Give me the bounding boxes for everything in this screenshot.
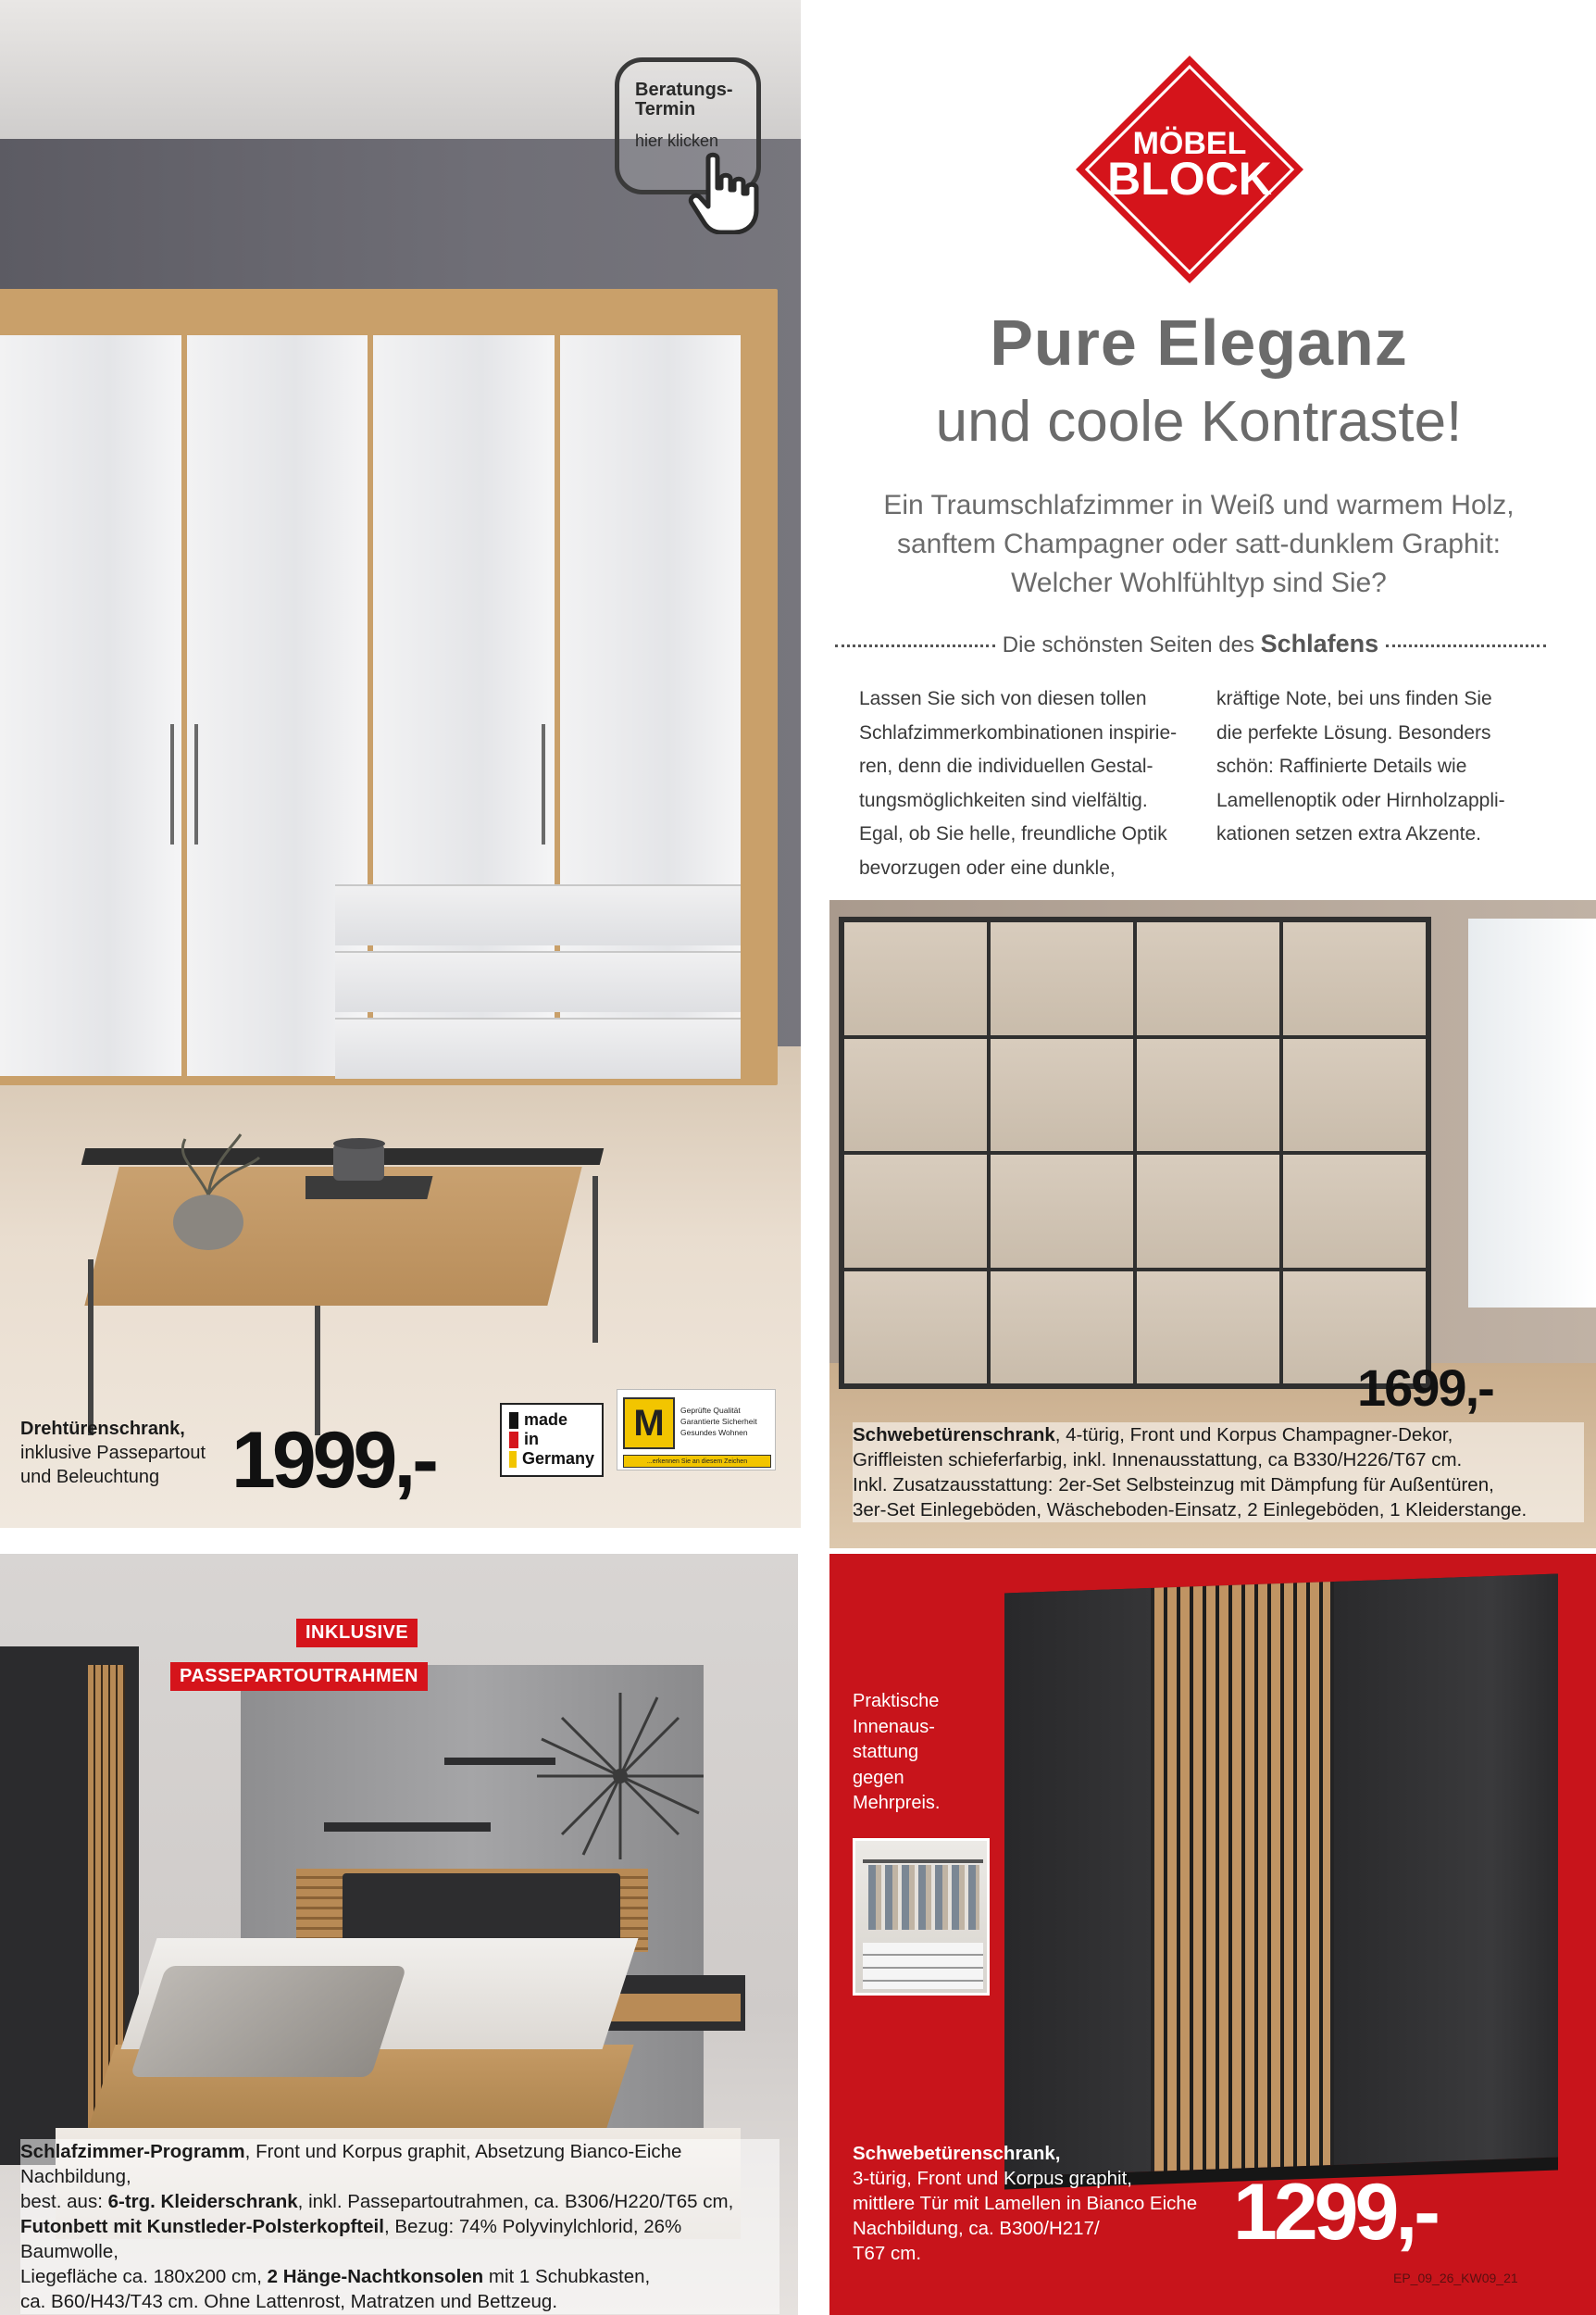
drawer <box>335 884 741 945</box>
cup-illustration <box>305 1130 444 1213</box>
body-text-column-1: Lassen Sie sich von diesen tollen Schlafzimmerkombinationen inspirie- ren, denn die individuellen Gestal- tungsmöglichkeiten sind vielfältig. Egal, ob Sie helle, freundliche Optik bevorzugen oder eine dunkle, <box>859 688 1178 879</box>
sliding-door <box>1334 1574 1558 2165</box>
made-in-germany-badge <box>500 1403 604 1477</box>
product4-name: Schwebetürenschrank, <box>853 2143 1061 2164</box>
made-in-line2: in <box>524 1430 539 1448</box>
headline: Pure Eleganz <box>990 307 1408 379</box>
table-leg <box>592 1176 598 1343</box>
consultation-title: Beratungs- Termin <box>635 80 733 119</box>
product1-name: Drehtürenschrank, <box>20 1419 185 1439</box>
blanket <box>131 1966 407 2077</box>
promo-tag-passepartoutrahmen: PASSEPARTOUTRAHMEN <box>170 1662 428 1691</box>
dotted-line <box>1386 644 1546 647</box>
product2-name: Schwebetürenschrank <box>853 1424 1055 1445</box>
product1-caption <box>20 1417 206 1489</box>
body-text-column-2: kräftige Note, bei uns finden Sie die perfekte Lösung. Besonders schön: Raffinierte Details wie Lamellenoptik oder Hirnholzappli- kationen setzen extra Akzente. <box>1216 688 1505 845</box>
vase-illustration <box>157 1130 268 1250</box>
product4-caption: Schwebetürenschrank, 3-türig, Front und Korpus graphit, mittlere Tür mit Lamellen in Bianco Eiche Nachbildung, ca. B300/H217/ T67 cm. <box>853 2143 1198 2264</box>
sliding-wardrobe <box>839 917 1431 1389</box>
wardrobe-drawers <box>335 884 741 1079</box>
consultation-appointment-button[interactable] <box>615 57 761 194</box>
lamellen-door <box>1154 1582 1330 2171</box>
product2-caption: Schwebetürenschrank, 4-türig, Front und Korpus Champagner-Dekor, Griffleisten schieferfarbig, inkl. Innenausstattung, ca B330/H226/T67 cm. Inkl. Zusatzausstattung: 2er-Set Selbsteinzug mit Dämpfung für Außentüren, 3er-Set Einlegeböden, Wäscheboden-Einsatz, 2 Einlegeböden, 1 Kleiderstange. <box>853 1422 1584 1522</box>
quality-seal-logo: M <box>623 1397 675 1449</box>
flag-gold-icon <box>509 1451 517 1468</box>
wall-shelf <box>324 1822 491 1832</box>
sliding-door <box>991 922 1133 1383</box>
page-code: EP_09_26_KW09_21 <box>1393 2271 1518 2285</box>
drawer <box>335 951 741 1012</box>
shelves <box>863 1943 983 1989</box>
table-leg <box>88 1259 94 1435</box>
product1-desc-line2: und Beleuchtung <box>20 1467 160 1487</box>
sliding-door <box>1137 922 1279 1383</box>
product1-price: 1999,- <box>231 1416 435 1505</box>
wardrobe-door <box>0 335 181 1076</box>
section-divider <box>835 630 1546 658</box>
quality-seal <box>617 1389 776 1470</box>
product3-name: Schlafzimmer-Programm <box>20 2141 245 2162</box>
product4-price: 1299,- <box>1233 2168 1437 2257</box>
product2-price: 1699,- <box>1357 1358 1493 1417</box>
sliding-door <box>1283 922 1426 1383</box>
svg-text:BLOCK: BLOCK <box>1107 153 1272 205</box>
interior-equipment-note: Praktische Innenaus- stattung gegen Mehrpreis. <box>853 1691 941 1813</box>
svg-text:MÖBEL: MÖBEL <box>1132 126 1247 161</box>
hanging-clothes <box>868 1865 979 1930</box>
moebel-block-logo[interactable] <box>1074 54 1305 285</box>
sliding-door <box>1004 1588 1151 2177</box>
window <box>1468 919 1596 1308</box>
door-handle <box>170 724 174 845</box>
pointing-hand-icon <box>680 151 764 234</box>
divider-text: Die schönsten Seiten des Schlafens <box>1002 630 1379 657</box>
wall-clock-icon <box>528 1683 713 1869</box>
product1-desc-line1: inklusive Passepartout <box>20 1443 206 1463</box>
made-in-line1: made <box>524 1410 568 1429</box>
made-in-line3: Germany <box>521 1449 594 1468</box>
subheadline: und coole Kontraste! <box>935 390 1463 454</box>
consultation-subtitle: hier klicken <box>635 131 719 150</box>
clothes-rail <box>863 1859 983 1863</box>
door-handle <box>542 724 545 845</box>
quality-seal-text: Geprüfte Qualität Garantierte Sicherheit Gesundes Wohnen <box>680 1406 757 1437</box>
dotted-line <box>835 644 995 647</box>
sliding-door <box>844 922 987 1383</box>
door-handle <box>194 724 198 845</box>
quality-seal-bar: ...erkennen Sie an diesem Zeichen <box>623 1455 771 1468</box>
drawer <box>335 1018 741 1079</box>
product3-caption: Schlafzimmer-Programm, Front und Korpus graphit, Absetzung Bianco-Eiche Nachbildung, best. aus: 6-trg. Kleiderschrank, inkl. Passepartoutrahmen, ca. B306/H220/T65 cm, Futonbett mit Kunstleder-Polsterkopfteil, Bezug: 74% Polyvinylchlorid, 26% Baumwolle, Liegefläche ca. 180x200 cm, 2 Hänge-Nachtkonsolen mit 1 Schubkasten, ca. B60/H43/T43 cm. Ohne Lattenrost, Matratzen und Bettzeug. <box>20 2139 779 2314</box>
flag-red-icon <box>509 1432 518 1448</box>
intro-text: Ein Traumschlafzimmer in Weiß und warmem Holz, sanftem Champagner oder satt-dunklem Graphit: Welcher Wohlfühltyp sind Sie? <box>883 490 1515 598</box>
flag-black-icon <box>509 1412 518 1429</box>
promo-tag-inklusive: INKLUSIVE <box>296 1619 418 1647</box>
nightstand-front <box>611 1994 741 2021</box>
interior-equipment-photo <box>853 1838 990 1996</box>
graphite-sliding-wardrobe <box>1004 1574 1558 2177</box>
